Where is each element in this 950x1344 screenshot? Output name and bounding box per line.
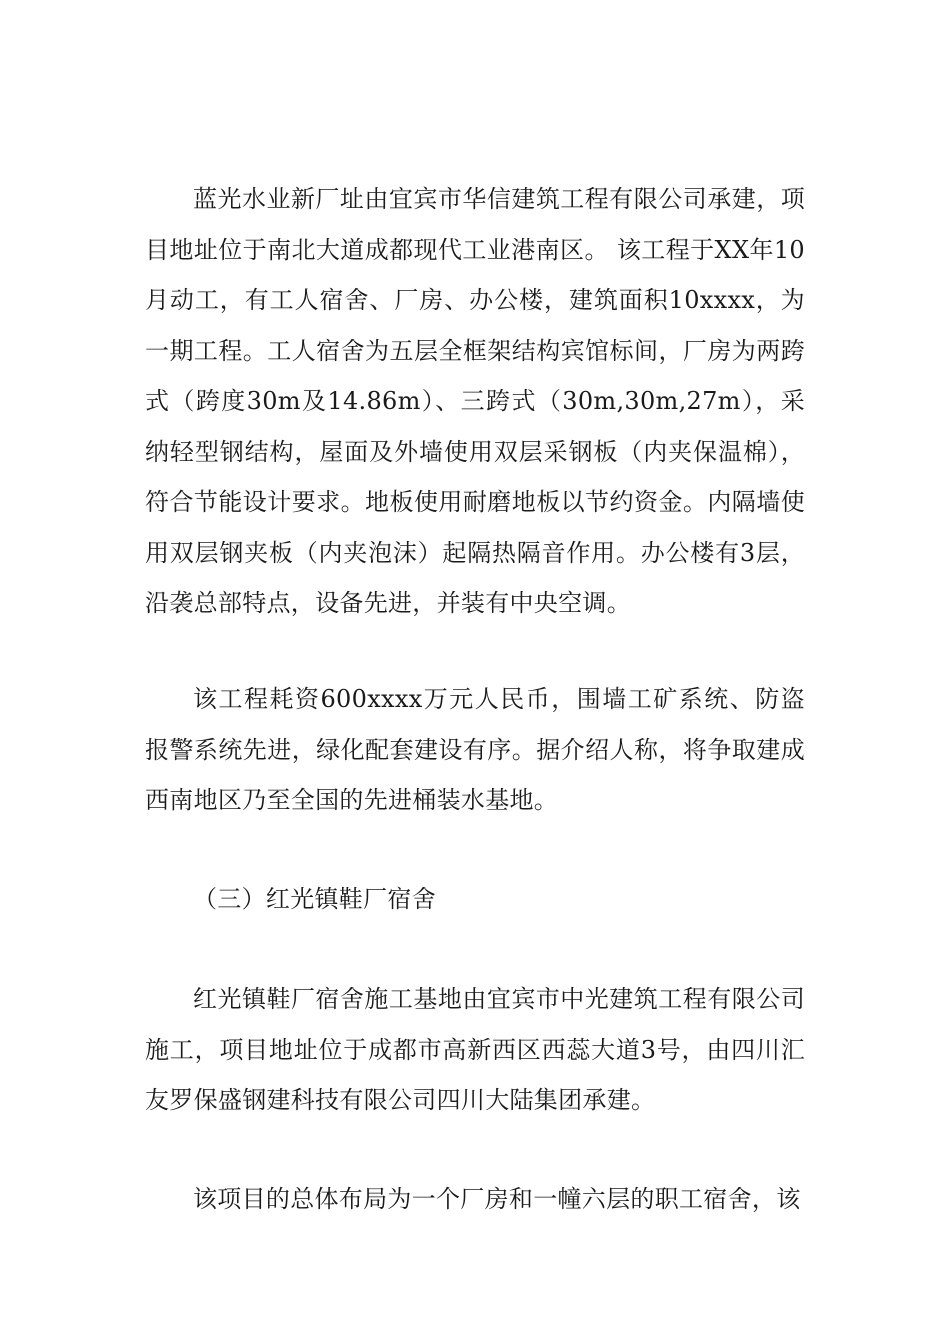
paragraph-shoe-factory-dormitory: 红光镇鞋厂宿舍施工基地由宜宾市中光建筑工程有限公司施工，项目地址位于成都市高新西区西蕊大道3号，由四川汇友罗保盛钢建科技有限公司四川大陆集团承建。 bbox=[145, 985, 805, 1114]
paragraph-investment: 该工程耗资600xxxx万元人民币，围墙工矿系统、防盗报警系统先进，绿化配套建设有序。据介绍人称，将争取建成西南地区乃至全国的先进桶装水基地。 bbox=[145, 685, 805, 814]
section-heading: （三）红光镇鞋厂宿舍 bbox=[193, 885, 436, 913]
paragraph-bluelight-water-plant: 蓝光水业新厂址由宜宾市华信建筑工程有限公司承建，项目地址位于南北大道成都现代工业港南区。 该工程于XX年10月动工，有工人宿舍、厂房、办公楼，建筑面积10xxxx，为一期工程。工人宿舍为五层全框架结构宾馆标间，厂房为两跨式（跨度30m及14.86m）、三跨式（30m,30m,27m），采纳轻型钢结构，屋面及外墙使用双层采钢板（内夹保温棉），符合节能设计要求。地板使用耐磨地板以节约资金。内隔墙使用双层钢夹板（内夹泡沫）起隔热隔音作用。办公楼有3层，沿袭总部特点，设备先进，并装有中央空调。 bbox=[145, 185, 805, 617]
paragraph-project-layout: 该项目的总体布局为一个厂房和一幢六层的职工宿舍，该 bbox=[193, 1185, 801, 1213]
